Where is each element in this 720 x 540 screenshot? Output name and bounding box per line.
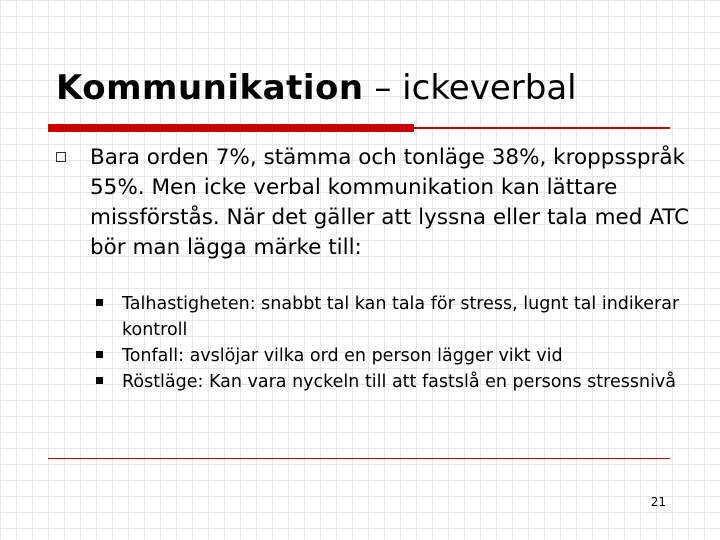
- hollow-square-bullet-icon: [56, 152, 66, 162]
- list-item: [90, 343, 690, 369]
- title-underline-bar: [48, 124, 414, 132]
- sub-bullet-text: Röstläge: Kan vara nyckeln till att fastslå en persons stressnivå: [122, 372, 677, 392]
- square-bullet-icon: [96, 377, 103, 384]
- square-bullet-icon: [96, 351, 103, 358]
- list-item: [90, 369, 690, 395]
- page-number: 21: [650, 495, 666, 509]
- title-rest-part: – ickeverbal: [363, 68, 577, 108]
- slide-title: [56, 70, 577, 107]
- main-bullet-text: Bara orden 7%, stämma och tonläge 38%, kroppsspråk 55%. Men icke verbal kommunikation kan lättare missförstås. När det gäller att lyssna eller tala med ATC bör man lägga märke till:: [90, 145, 690, 260]
- list-item: [90, 291, 690, 343]
- title-bold-part: Kommunikation: [56, 68, 364, 108]
- sub-bullet-text: Tonfall: avslöjar vilka ord en person lägger vikt vid: [122, 346, 563, 366]
- square-bullet-icon: [96, 299, 103, 306]
- footer-rule: [48, 458, 670, 459]
- sub-bullet-text: Talhastigheten: snabbt tal kan tala för stress, lugnt tal indikerar kontroll: [122, 294, 680, 340]
- sub-bullet-list: [90, 291, 690, 395]
- title-underline-rule: [414, 127, 670, 129]
